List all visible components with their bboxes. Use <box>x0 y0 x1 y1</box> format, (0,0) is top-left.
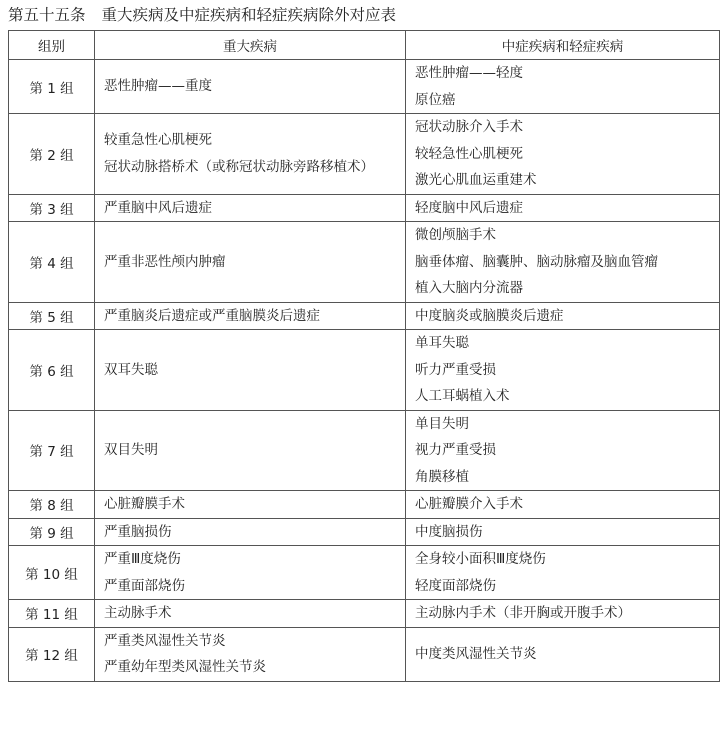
illness-item: 中度脑炎或脑膜炎后遗症 <box>415 307 564 324</box>
illness-item: 双耳失聪 <box>104 361 158 378</box>
table-row <box>9 60 720 114</box>
header-minor: 中症疾病和轻症疾病 <box>406 31 720 60</box>
major-illness-cell <box>95 491 406 519</box>
header-group: 组别 <box>9 31 95 60</box>
illness-item: 听力严重受损 <box>415 361 496 378</box>
minor-illness-cell <box>406 627 720 681</box>
illness-item: 激光心肌血运重建术 <box>415 172 537 188</box>
illness-item: 原位癌 <box>415 91 456 108</box>
major-illness-cell <box>95 222 406 303</box>
table-row <box>9 600 720 628</box>
major-illness-cell <box>95 410 406 491</box>
illness-item: 恶性肿瘤——重度 <box>104 78 212 95</box>
group-cell: 第 2 组 <box>9 114 95 195</box>
major-illness-cell <box>95 518 406 546</box>
group-cell: 第 3 组 <box>9 194 95 222</box>
illness-item: 严重脑炎后遗症或严重脑膜炎后遗症 <box>104 307 320 324</box>
table-row <box>9 410 720 491</box>
illness-item: 轻度脑中风后遗症 <box>415 199 523 216</box>
illness-item: 主动脉内手术（非开胸或开腹手术） <box>415 605 631 621</box>
illness-item: 双目失明 <box>104 442 158 458</box>
minor-illness-cell <box>406 222 720 303</box>
minor-illness-cell <box>406 330 720 411</box>
article-number: 第五十五条 <box>8 6 86 24</box>
illness-item: 全身较小面积Ⅲ度烧伤 <box>415 551 546 567</box>
group-cell: 第 10 组 <box>9 546 95 600</box>
illness-item: 冠状动脉介入手术 <box>415 119 523 135</box>
minor-illness-cell <box>406 302 720 330</box>
major-illness-cell <box>95 546 406 600</box>
table-row <box>9 194 720 222</box>
illness-item: 较轻急性心肌梗死 <box>415 145 523 162</box>
group-cell: 第 9 组 <box>9 518 95 546</box>
illness-item: 严重Ⅲ度烧伤 <box>104 551 181 567</box>
illness-item: 中度脑损伤 <box>415 523 483 540</box>
illness-item: 心脏瓣膜介入手术 <box>415 496 523 512</box>
illness-item: 角膜移植 <box>415 468 469 485</box>
illness-item: 主动脉手术 <box>104 605 172 621</box>
major-illness-cell <box>95 330 406 411</box>
illness-item: 脑垂体瘤、脑囊肿、脑动脉瘤及脑血管瘤 <box>415 253 658 270</box>
header-row <box>9 31 720 60</box>
illness-item: 单目失明 <box>415 415 469 432</box>
illness-item: 严重脑损伤 <box>104 523 172 540</box>
table-title: 重大疾病及中症疾病和轻症疾病除外对应表 <box>101 6 397 24</box>
minor-illness-cell <box>406 518 720 546</box>
group-cell: 第 11 组 <box>9 600 95 628</box>
table-row <box>9 546 720 600</box>
group-cell: 第 7 组 <box>9 410 95 491</box>
group-cell: 第 8 组 <box>9 491 95 519</box>
group-cell: 第 1 组 <box>9 60 95 114</box>
major-illness-cell <box>95 302 406 330</box>
illness-item: 严重类风湿性关节炎 <box>104 632 226 649</box>
minor-illness-cell <box>406 600 720 628</box>
header-major: 重大疾病 <box>95 31 406 60</box>
illness-item: 心脏瓣膜手术 <box>104 496 185 512</box>
minor-illness-cell <box>406 491 720 519</box>
illness-item: 严重非恶性颅内肿瘤 <box>104 253 226 270</box>
illness-item: 中度类风湿性关节炎 <box>415 645 537 662</box>
table-row <box>9 302 720 330</box>
illness-item: 轻度面部烧伤 <box>415 577 496 594</box>
illness-item: 较重急性心肌梗死 <box>104 132 212 149</box>
illness-item: 单耳失聪 <box>415 335 469 351</box>
major-illness-cell <box>95 194 406 222</box>
illness-item: 视力严重受损 <box>415 442 496 458</box>
illness-item: 冠状动脉搭桥术（或称冠状动脉旁路移植术） <box>104 158 374 175</box>
illness-item: 人工耳蜗植入术 <box>415 388 510 404</box>
illness-item: 严重幼年型类风湿性关节炎 <box>104 659 266 675</box>
group-cell: 第 4 组 <box>9 222 95 303</box>
table-row <box>9 222 720 303</box>
illness-item: 微创颅脑手术 <box>415 227 496 243</box>
minor-illness-cell <box>406 60 720 114</box>
major-illness-cell <box>95 627 406 681</box>
major-illness-cell <box>95 600 406 628</box>
illness-item: 植入大脑内分流器 <box>415 280 523 296</box>
table-row <box>9 518 720 546</box>
table-row <box>9 330 720 411</box>
major-illness-cell <box>95 114 406 195</box>
illness-item: 恶性肿瘤——轻度 <box>415 65 523 81</box>
table-row <box>9 627 720 681</box>
table-body <box>9 60 720 682</box>
minor-illness-cell <box>406 114 720 195</box>
minor-illness-cell <box>406 194 720 222</box>
table-row <box>9 114 720 195</box>
exclusion-table <box>8 30 720 682</box>
illness-item: 严重面部烧伤 <box>104 577 185 594</box>
minor-illness-cell <box>406 410 720 491</box>
illness-item: 严重脑中风后遗症 <box>104 199 212 216</box>
group-cell: 第 5 组 <box>9 302 95 330</box>
group-cell: 第 6 组 <box>9 330 95 411</box>
page-title <box>8 4 396 26</box>
group-cell: 第 12 组 <box>9 627 95 681</box>
minor-illness-cell <box>406 546 720 600</box>
major-illness-cell <box>95 60 406 114</box>
table-row <box>9 491 720 519</box>
